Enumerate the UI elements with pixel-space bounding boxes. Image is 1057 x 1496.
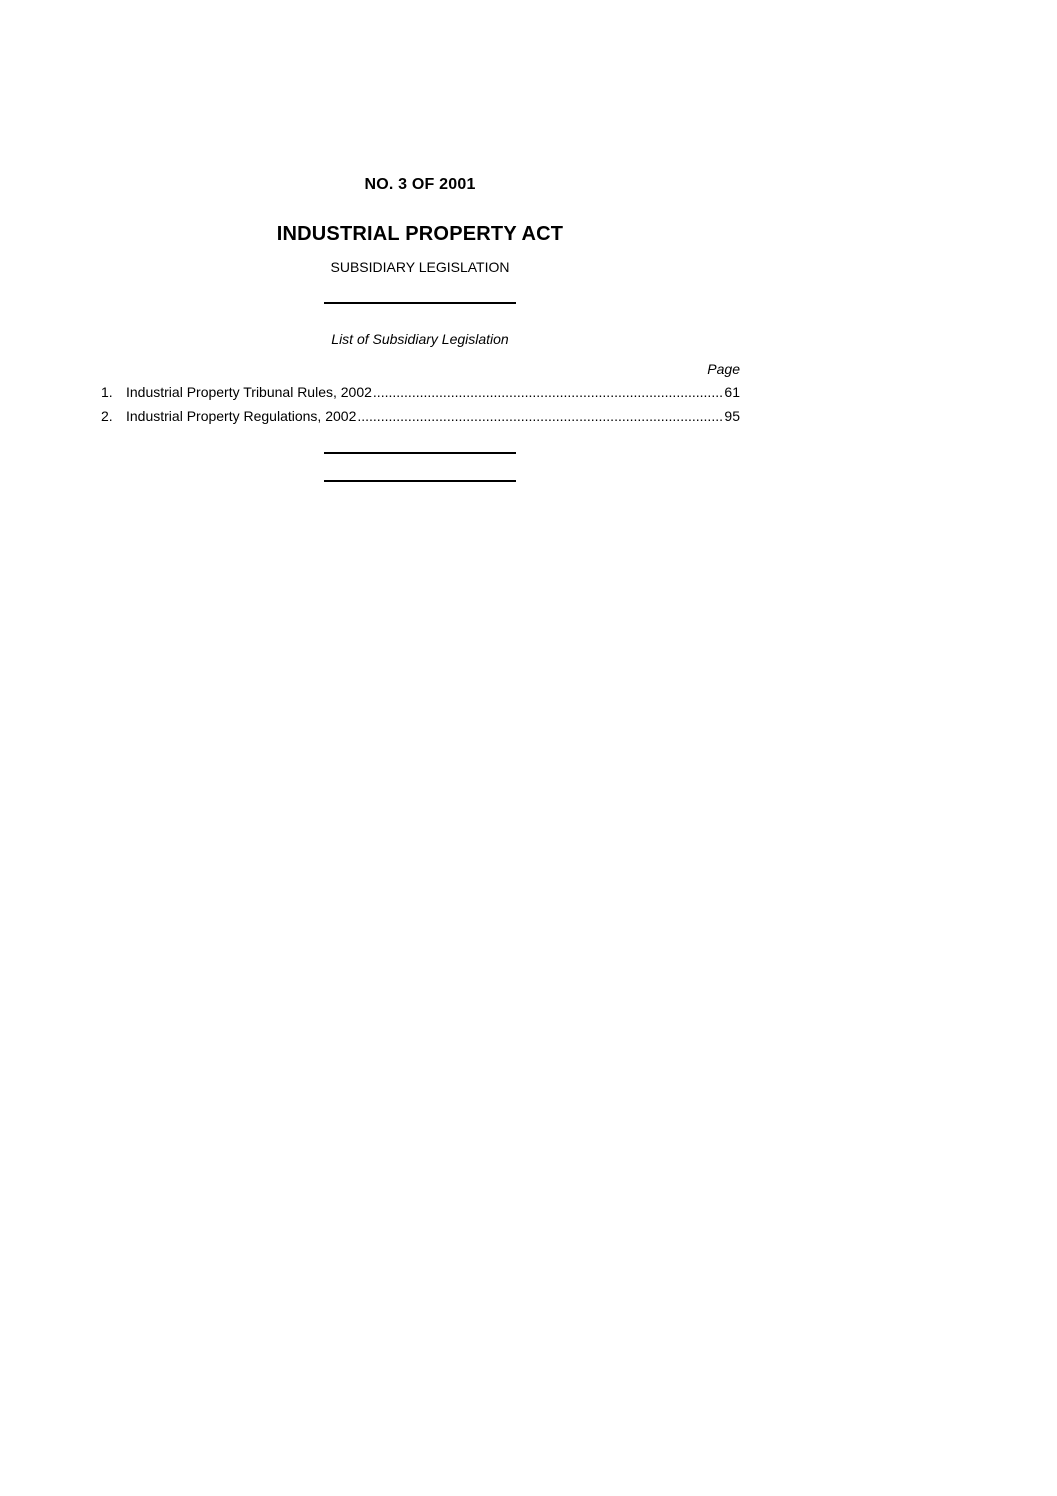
toc-entry-title: Industrial Property Tribunal Rules, 2002 (126, 384, 372, 400)
toc-entry (101, 384, 740, 408)
toc-entry-page: 61 (724, 384, 740, 400)
table-of-contents (101, 384, 740, 432)
dot-leader (373, 384, 724, 400)
divider-rule (324, 452, 516, 454)
act-title: INDUSTRIAL PROPERTY ACT (276, 223, 564, 245)
list-heading: List of Subsidiary Legislation (331, 331, 509, 347)
divider-rule (324, 302, 516, 304)
divider-rule (324, 480, 516, 482)
toc-entry-number: 1. (101, 384, 113, 400)
toc-entry-number: 2. (101, 408, 113, 424)
toc-entry-page: 95 (724, 408, 740, 424)
act-number: NO. 3 OF 2001 (364, 176, 476, 193)
page-column-heading: Page (707, 361, 740, 377)
subsidiary-legislation-subtitle: SUBSIDIARY LEGISLATION (330, 259, 510, 275)
toc-entry (101, 408, 740, 432)
dot-leader (357, 408, 723, 424)
toc-entry-title: Industrial Property Regulations, 2002 (126, 408, 357, 424)
